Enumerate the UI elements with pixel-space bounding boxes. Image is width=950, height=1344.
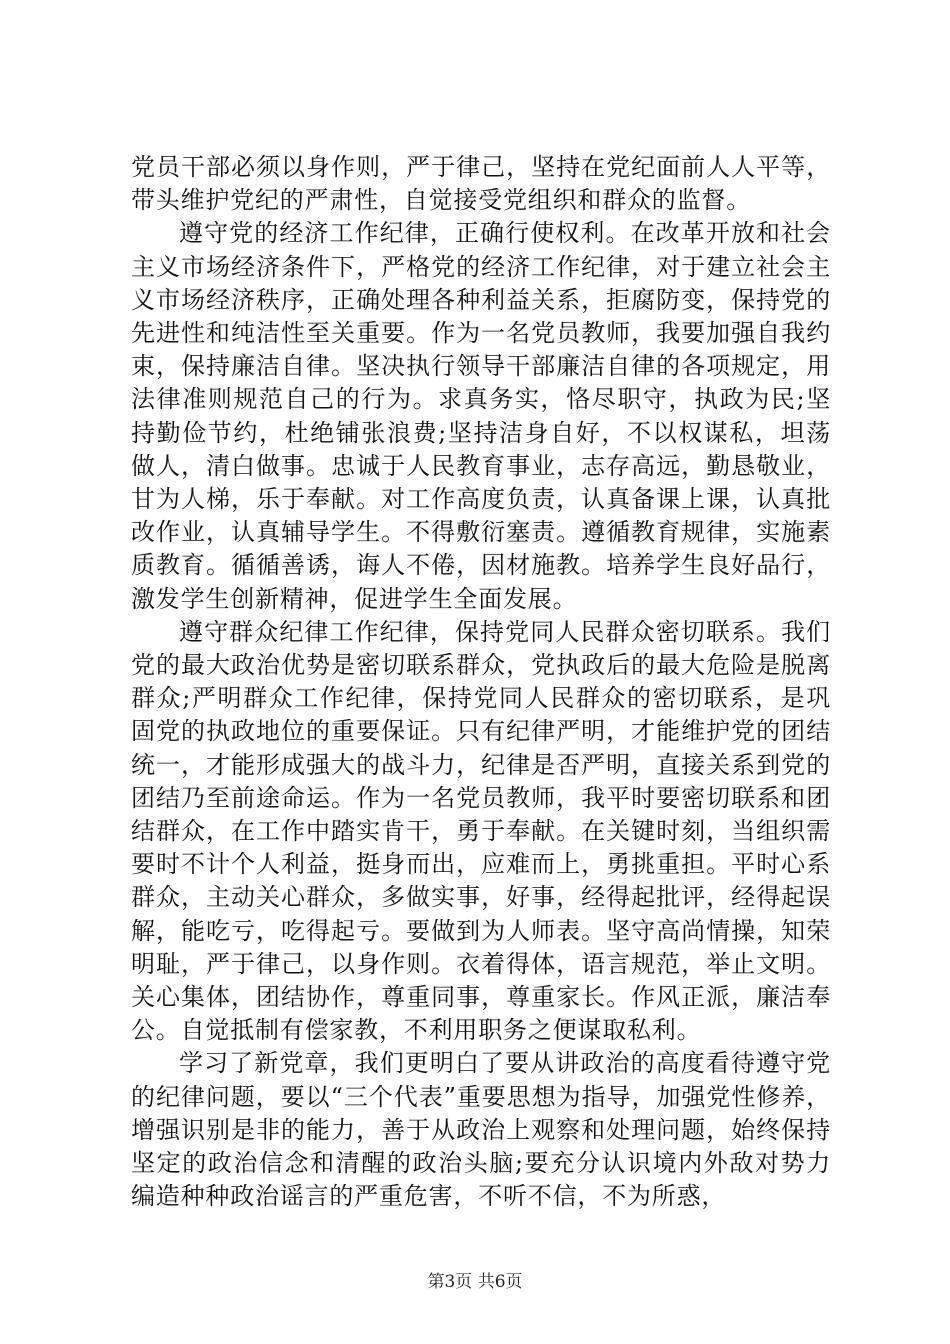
paragraph-4: 学习了新党章，我们更明白了要从讲政治的高度看待遵守党的纪律问题，要以“三个代表”重要思想为指导，加强党性修养，增强识别是非的能力，善于从政治上观察和处理问题，始终保持坚定的政治信念和清醒的政治头脑;要充分认识境内外敌对势力编造种种政治谣言的严重危害，不听不信，不为所惑， [131,1049,831,1211]
paragraph-2: 遵守党的经济工作纪律，正确行使权利。在改革开放和社会主义市场经济条件下，严格党的经济工作纪律，对于建立社会主义市场经济秩序，正确处理各种利益关系，拒腐防变，保持党的先进性和纯洁性至关重要。作为一名党员教师，我要加强自我约束，保持廉洁自律。坚决执行领导干部廉洁自律的各项规定，用法律准则规范自己的行为。求真务实，恪尽职守，执政为民;坚持勤俭节约，杜绝铺张浪费;坚持洁身自好，不以权谋私，坦荡做人，清白做事。忠诚于人民教育事业，志存高远，勤恳敬业，甘为人梯，乐于奉献。对工作高度负责，认真备课上课，认真批改作业，认真辅导学生。不得敷衍塞责。遵循教育规律，实施素质教育。循循善诱，诲人不倦，因材施教。培养学生良好品行，激发学生创新精神，促进学生全面发展。 [131,219,831,613]
page-number-footer: 第3页 共6页 [427,1272,523,1292]
paragraph-3: 遵守群众纪律工作纪律，保持党同人民群众密切联系。我们党的最大政治优势是密切联系群众，党执政后的最大危险是脱离群众;严明群众工作纪律，保持党同人民群众的密切联系，是巩固党的执政地位的重要保证。只有纪律严明，才能维护党的团结统一，才能形成强大的战斗力，纪律是否严明，直接关系到党的团结乃至前途命运。作为一名党员教师，我平时要密切联系和团结群众，在工作中踏实肯干，勇于奉献。在关键时刻，当组织需要时不计个人利益，挺身而出，应难而上，勇挑重担。平时心系群众，主动关心群众，多做实事，好事，经得起批评，经得起误解，能吃亏，吃得起亏。要做到为人师表。坚守高尚情操，知荣明耻，严于律己，以身作则。衣着得体，语言规范，举止文明。关心集体，团结协作，尊重同事，尊重家长。作风正派，廉洁奉公。自觉抵制有偿家教，不利用职务之便谋取私利。 [131,617,831,1045]
document-body [131,151,831,1214]
paragraph-1: 党员干部必须以身作则，严于律己，坚持在党纪面前人人平等，带头维护党纪的严肃性，自觉接受党组织和群众的监督。 [131,153,831,215]
